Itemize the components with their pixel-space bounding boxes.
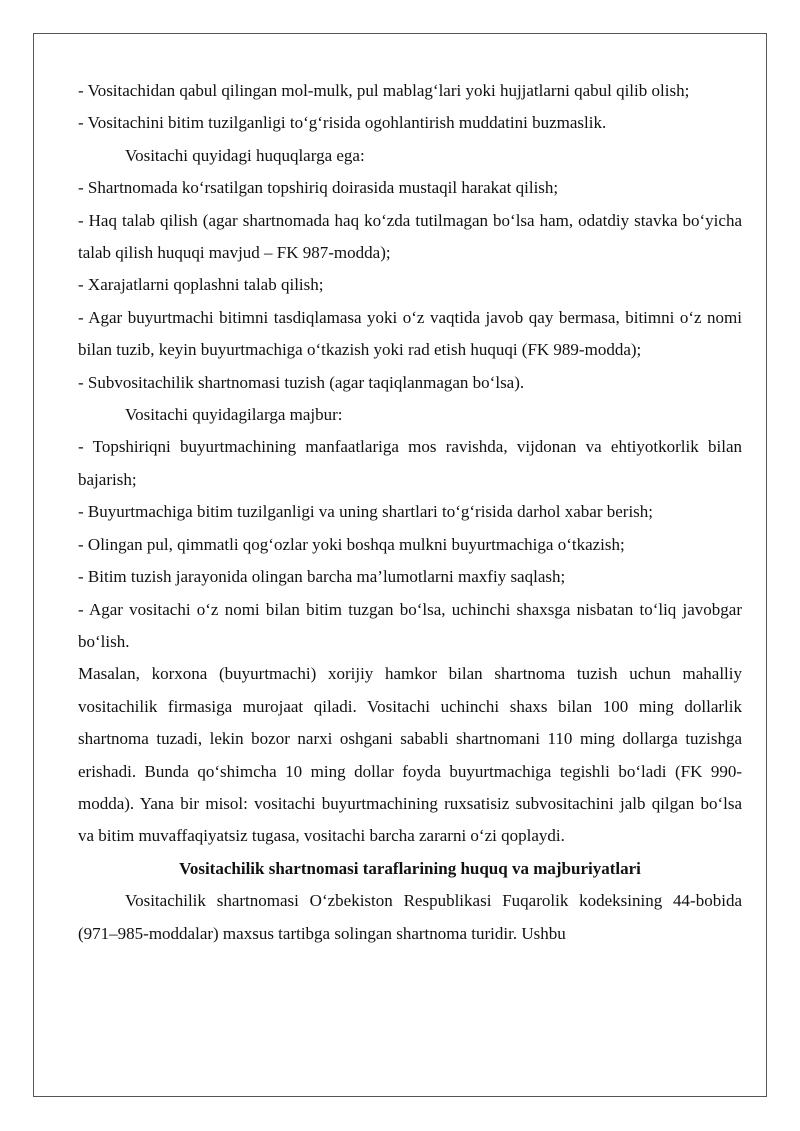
paragraph-rights-intro: Vositachi quyidagi huquqlarga ega: (125, 145, 365, 165)
paragraph-right-expenses: - Xarajatlarni qoplashni talab qilish; (78, 275, 324, 295)
paragraph-right-own-name: - Agar buyurtmachi bitimni tasdiqlamasa yoki o‘z vaqtida javob qay bermasa, bitimni o‘z nomi bilan tuzib, keyin buyurtmachiga o‘tkazish yoki rad etish huquqi (FK 989-modda); (78, 307, 742, 360)
paragraph-obligation-transfer: - Olingan pul, qimmatli qog‘ozlar yoki boshqa mulkni buyurtmachiga o‘tkazish; (78, 534, 625, 554)
paragraph-obligations-intro: Vositachi quyidagilarga majbur: (125, 405, 343, 425)
paragraph-right-independent-action: - Shartnomada ko‘rsatilgan topshiriq doirasida mustaqil harakat qilish; (78, 178, 559, 198)
paragraph-obligation-confidential: - Bitim tuzish jarayonida olingan barcha ma’lumotlarni maxfiy saqlash; (78, 567, 566, 587)
paragraph-example: Masalan, korxona (buyurtmachi) xorijiy hamkor bilan shartnoma tuzish uchun mahalliy vositachilik firmasiga murojaat qiladi. Vositachi uchinchi shaxs bilan 100 ming dollarlik shartnoma tuzadi, lekin bozor narxi oshgani sababli shartnomani 110 ming dollarga tuzishga erishadi. Bunda qo‘shimcha 10 ming dollar foyda buyurtmachiga tegishli bo‘ladi (FK 990-modda). Yana bir misol: vositachi buyurtmachining ruxsatisiz subvositachini jalb qilgan bo‘lsa va bitim muvaffaqiyatsiz tugasa, vositachi barcha zararni o‘zi qoplaydi. (78, 664, 742, 846)
page-content (78, 75, 742, 950)
document-page (33, 33, 767, 1097)
paragraph-notification-deadline: - Vositachini bitim tuzilganligi to‘g‘risida ogohlantirish muddatini buzmaslik. (78, 113, 607, 133)
paragraph-receive-property: - Vositachidan qabul qilingan mol-mulk, pul mablag‘lari yoki hujjatlarni qabul qilib olish; (78, 81, 690, 100)
paragraph-obligation-inform: - Buyurtmachiga bitim tuzilganligi va uning shartlari to‘g‘risida darhol xabar berish; (78, 502, 654, 522)
paragraph-section-intro: Vositachilik shartnomasi O‘zbekiston Respublikasi Fuqarolik kodeksining 44-bobida (971–985-moddalar) maxsus tartibga solingan shartnoma turidir. Ushbu (78, 891, 742, 943)
paragraph-right-fee: - Haq talab qilish (agar shartnomada haq ko‘zda tutilmagan bo‘lsa ham, odatdiy stavka bo‘yicha talab qilish huquqi mavjud – FK 987-modda); (78, 210, 742, 263)
paragraph-obligation-perform: - Topshiriqni buyurtmachining manfaatlariga mos ravishda, vijdonan va ehtiyotkorlik bilan bajarish; (78, 437, 742, 489)
paragraph-obligation-liability: - Agar vositachi o‘z nomi bilan bitim tuzgan bo‘lsa, uchinchi shaxsga nisbatan to‘liq javobgar bo‘lish. (78, 599, 742, 651)
section-heading: Vositachilik shartnomasi taraflarining huquq va majburiyatlari (179, 858, 641, 878)
paragraph-right-subagency: - Subvositachilik shartnomasi tuzish (agar taqiqlanmagan bo‘lsa). (78, 372, 525, 392)
